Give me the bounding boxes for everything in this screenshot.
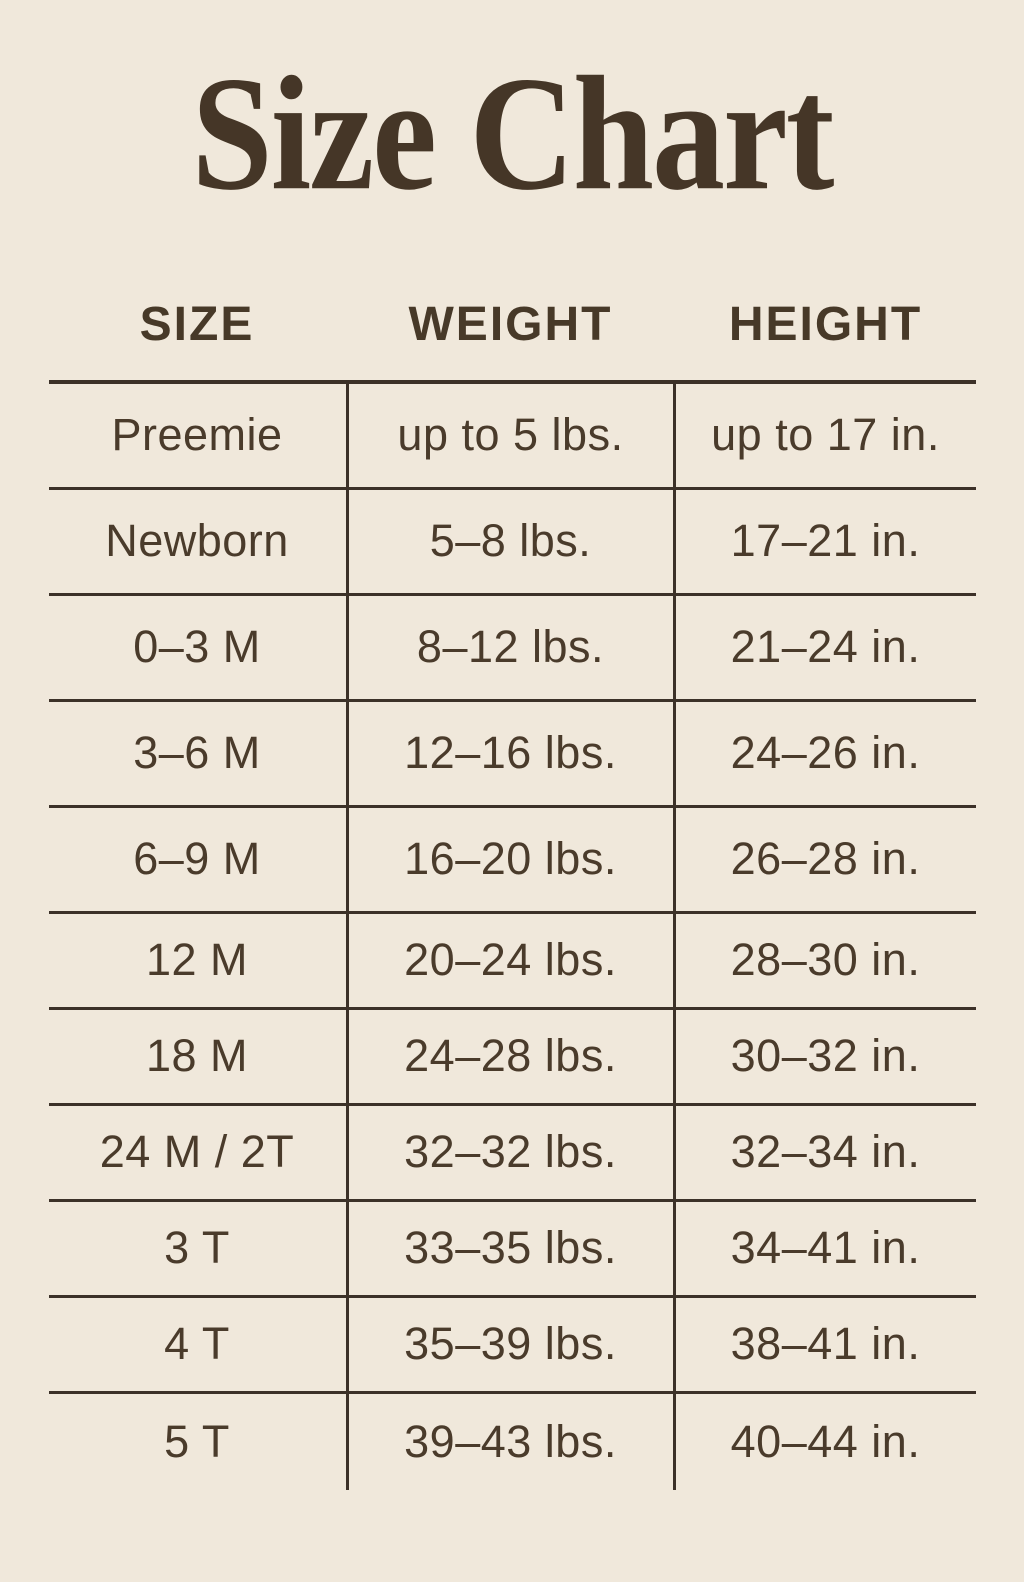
height-cell: 28–30 in. bbox=[730, 934, 921, 986]
table-header-row bbox=[49, 296, 976, 354]
weight-cell: 12–16 lbs. bbox=[346, 702, 676, 805]
size-cell: Newborn bbox=[105, 515, 289, 567]
height-cell: up to 17 in. bbox=[711, 409, 940, 461]
height-cell: 34–41 in. bbox=[730, 1222, 921, 1274]
weight-cell: 35–39 lbs. bbox=[346, 1298, 676, 1391]
table-row bbox=[49, 490, 976, 596]
height-cell: 26–28 in. bbox=[730, 833, 921, 885]
weight-cell: 39–43 lbs. bbox=[346, 1394, 676, 1490]
height-cell: 40–44 in. bbox=[730, 1415, 921, 1467]
height-cell: 38–41 in. bbox=[730, 1318, 921, 1370]
size-cell: 18 M bbox=[145, 1030, 249, 1082]
height-cell: 24–26 in. bbox=[730, 727, 921, 779]
table-row bbox=[49, 1010, 976, 1106]
size-cell: 3 T bbox=[164, 1222, 230, 1274]
weight-cell: 8–12 lbs. bbox=[346, 596, 676, 699]
size-chart-page bbox=[0, 42, 1024, 1582]
size-cell: 0–3 M bbox=[133, 621, 261, 673]
column-header-size: SIZE bbox=[139, 298, 255, 352]
table-row bbox=[49, 914, 976, 1010]
size-cell: 4 T bbox=[164, 1318, 230, 1370]
table-row bbox=[49, 1106, 976, 1202]
weight-cell: 32–32 lbs. bbox=[346, 1106, 676, 1199]
size-cell: 12 M bbox=[145, 934, 249, 986]
table-body bbox=[49, 380, 976, 1490]
size-cell: 3–6 M bbox=[133, 727, 261, 779]
weight-cell: up to 5 lbs. bbox=[346, 384, 676, 487]
weight-cell: 20–24 lbs. bbox=[346, 914, 676, 1007]
size-table bbox=[49, 296, 976, 1490]
height-cell: 30–32 in. bbox=[730, 1030, 921, 1082]
weight-cell: 5–8 lbs. bbox=[346, 490, 676, 593]
weight-cell: 24–28 lbs. bbox=[346, 1010, 676, 1103]
page-title: Size Chart bbox=[191, 42, 833, 225]
table-row bbox=[49, 384, 976, 490]
size-cell: 6–9 M bbox=[133, 833, 261, 885]
table-row bbox=[49, 1202, 976, 1298]
table-row bbox=[49, 702, 976, 808]
column-header-height: HEIGHT bbox=[728, 298, 923, 352]
size-cell: 5 T bbox=[164, 1415, 230, 1467]
size-cell: Preemie bbox=[111, 409, 283, 461]
table-row bbox=[49, 596, 976, 702]
column-header-weight: WEIGHT bbox=[408, 298, 613, 352]
table-row bbox=[49, 808, 976, 914]
height-cell: 32–34 in. bbox=[730, 1126, 921, 1178]
weight-cell: 16–20 lbs. bbox=[346, 808, 676, 911]
table-row bbox=[49, 1394, 976, 1490]
size-cell: 24 M / 2T bbox=[99, 1126, 295, 1178]
table-row bbox=[49, 1298, 976, 1394]
weight-cell: 33–35 lbs. bbox=[346, 1202, 676, 1295]
height-cell: 21–24 in. bbox=[730, 621, 921, 673]
height-cell: 17–21 in. bbox=[730, 515, 921, 567]
